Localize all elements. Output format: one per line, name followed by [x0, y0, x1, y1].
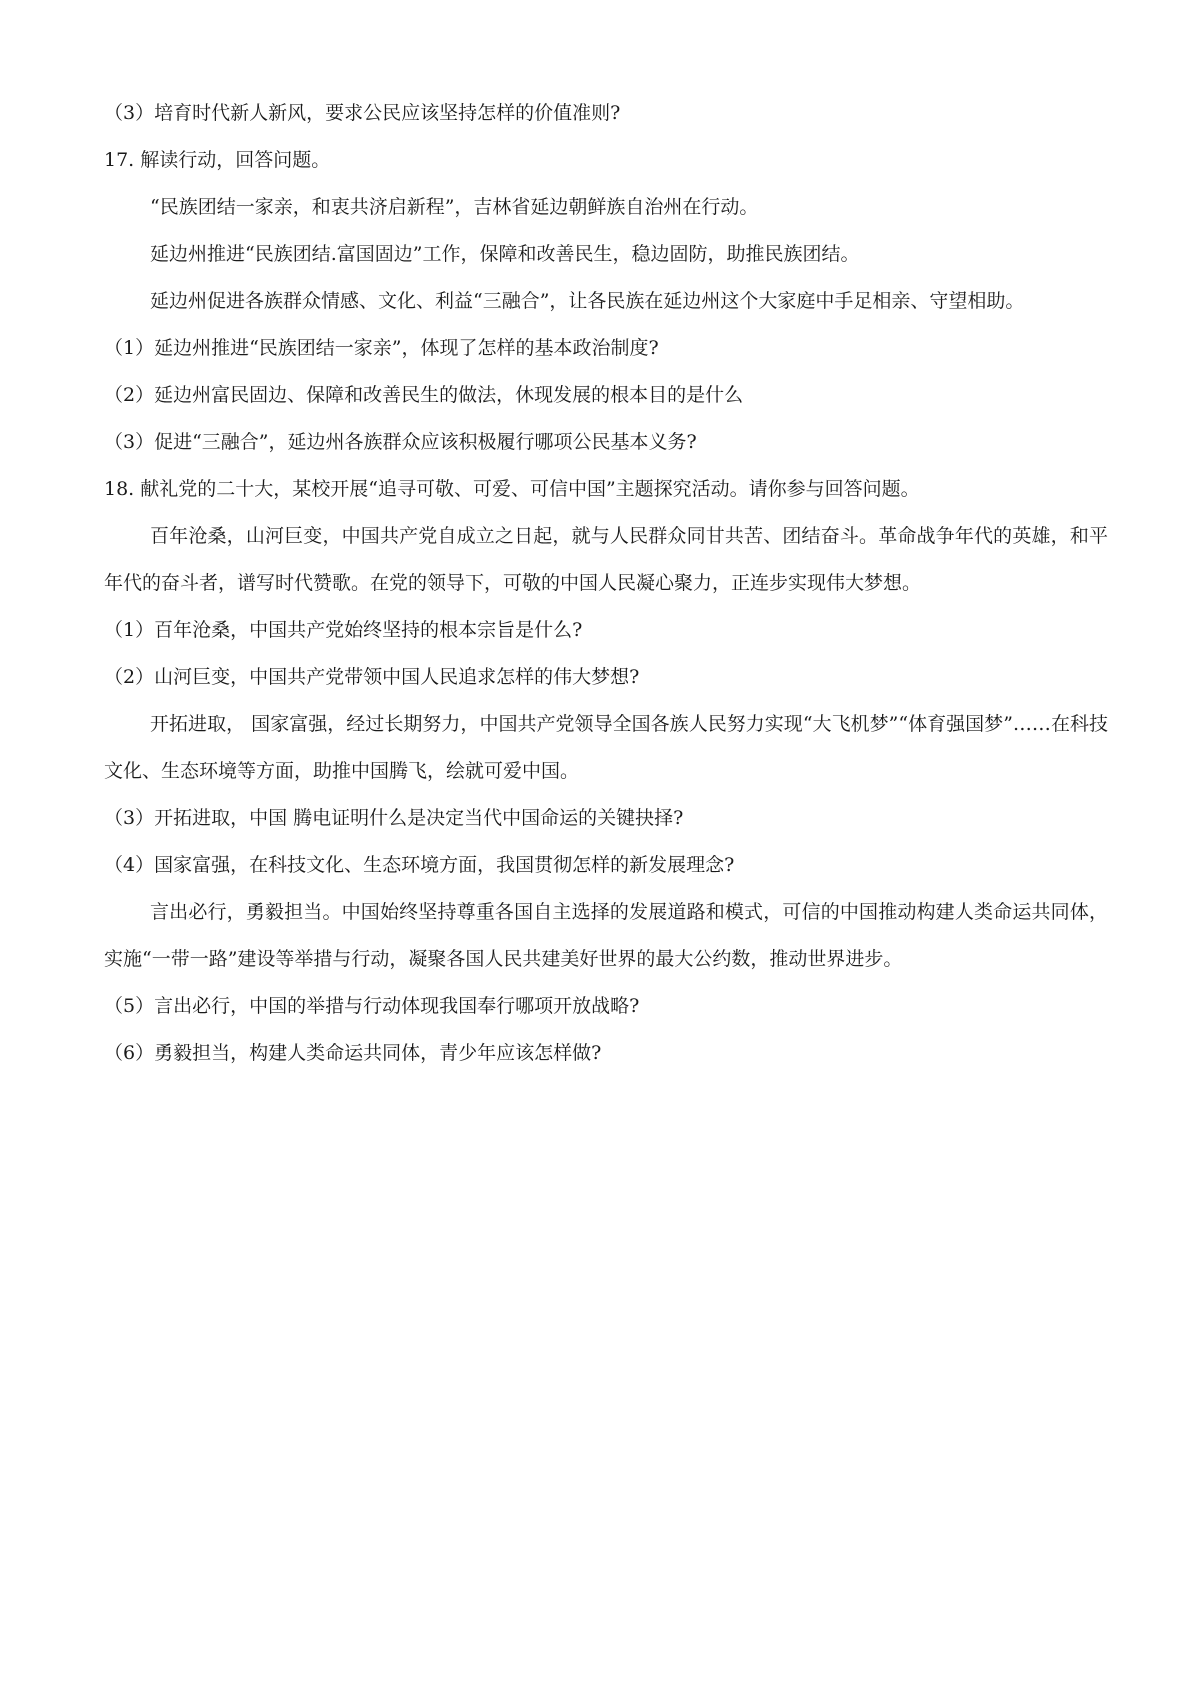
q17-sub2: （2）延边州富民固边、保障和改善民生的做法，休现发展的根本目的是什么: [104, 384, 744, 406]
q18-paragraph-1: 百年沧桑，山河巨变，中国共产党自成立之日起，就与人民群众同甘共苦、团结奋斗。革命战争年代的英雄，和平年代的奋斗者，谱写时代赞歌。在党的领导下，可敬的中国人民凝心聚力，正连步实现伟大梦想。: [104, 525, 1108, 594]
q18-sub2: （2）山河巨变，中国共产党带领中国人民追求怎样的伟大梦想?: [104, 666, 640, 688]
q18-paragraph-3: 言出必行，勇毅担当。中国始终坚持尊重各国自主选择的发展道路和模式，可信的中国推动构建人类命运共同体，实施“一带一路”建设等举措与行动，凝聚各国人民共建美好世界的最大公约数，推动世界进步。: [104, 901, 1108, 970]
q18-sub4: （4）国家富强，在科技文化、生态环境方面，我国贯彻怎样的新发展理念?: [104, 854, 735, 876]
q17-paragraph-2: 延边州推进“民族团结.富国固边”工作，保障和改善民生，稳边固防，助推民族团结。: [150, 243, 860, 265]
q18-sub3: （3）开拓进取，中国 腾电证明什么是决定当代中国命运的关键抉择?: [104, 807, 684, 829]
q17-sub3: （3）促进“三融合”，延边州各族群众应该积极履行哪项公民基本义务?: [104, 431, 697, 453]
q18-sub1: （1）百年沧桑，中国共产党始终坚持的根本宗旨是什么?: [104, 619, 583, 641]
q18-sub6: （6）勇毅担当，构建人类命运共同体，青少年应该怎样做?: [104, 1042, 602, 1064]
q18-paragraph-2: 开拓进取， 国家富强，经过长期努力，中国共产党领导全国各族人民努力实现“大飞机梦”“体育强国梦”……在科技文化、生态环境等方面，助推中国腾飞，绘就可爱中国。: [104, 713, 1108, 782]
q17-sub1: （1）延边州推进“民族团结一家亲”，体现了怎样的基本政治制度?: [104, 337, 659, 359]
q17-paragraph-1: “民族团结一家亲，和衷共济启新程”，吉林省延边朝鲜族自治州在行动。: [150, 196, 759, 218]
q16-sub3: （3）培育时代新人新风，要求公民应该坚持怎样的价值准则?: [104, 102, 621, 124]
q18-sub5: （5）言出必行，中国的举措与行动体现我国奉行哪项开放战略?: [104, 995, 640, 1017]
q17-heading: 17. 解读行动，回答问题。: [104, 149, 331, 171]
q18-heading: 18. 献礼党的二十大，某校开展“追寻可敬、可爱、可信中国”主题探究活动。请你参与回答问题。: [104, 478, 920, 500]
q17-paragraph-3: 延边州促进各族群众情感、文化、利益“三融合”，让各民族在延边州这个大家庭中手足相亲、守望相助。: [150, 290, 1025, 312]
